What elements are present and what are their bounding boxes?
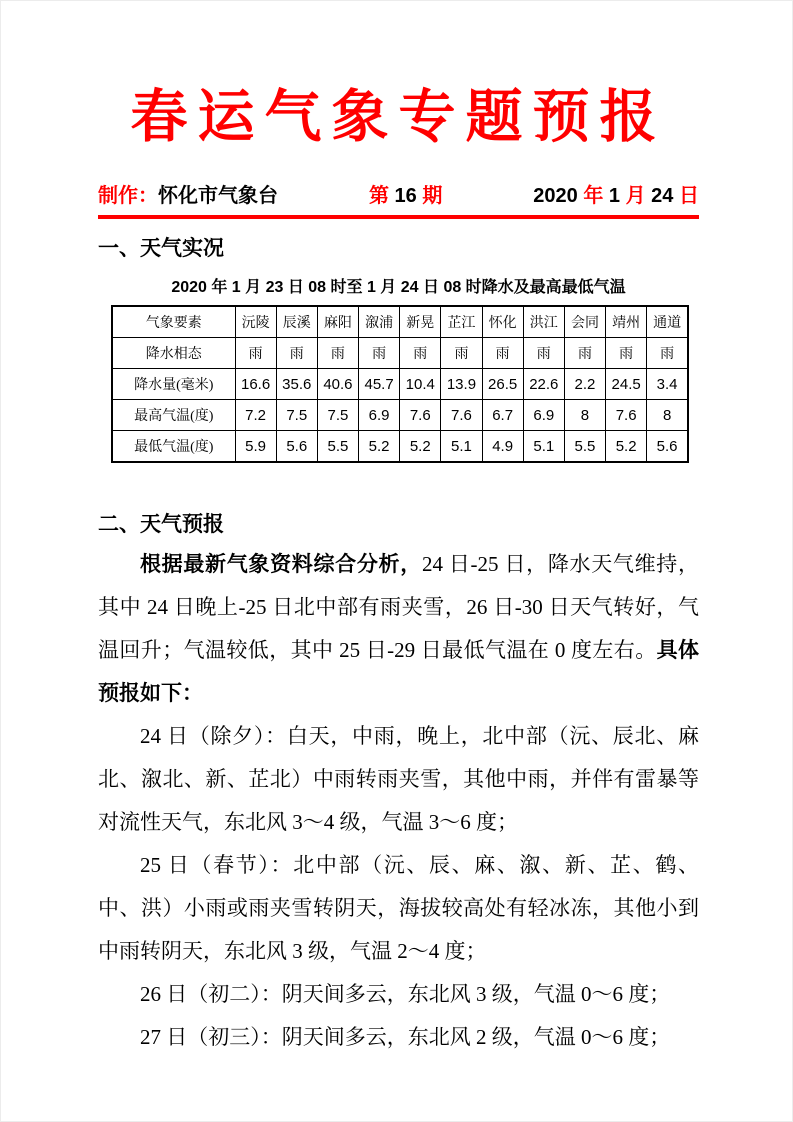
table-cell: 2.2 [564,369,605,400]
date-year-unit: 年 [577,185,609,207]
table-cell: 22.6 [523,369,564,400]
table-cell: 13.9 [441,369,482,400]
forecast-summary-tail: 具体预报如下： [98,639,699,705]
producer-name: 怀化市气象台 [158,185,278,207]
table-cell: 5.6 [276,431,317,463]
table-cell: 雨 [317,338,358,369]
table-cell: 5.1 [523,431,564,463]
table-cell: 5.5 [317,431,358,463]
table-cell: 6.9 [523,400,564,431]
col-header-city: 沅陵 [235,306,276,338]
table-cell: 7.5 [317,400,358,431]
date-month-unit: 月 [620,185,652,207]
row-label: 降水相态 [112,338,235,369]
table-cell: 雨 [564,338,605,369]
col-header-city: 会同 [564,306,605,338]
table-cell: 雨 [235,338,276,369]
table-cell: 7.6 [606,400,647,431]
table-cell: 24.5 [606,369,647,400]
table-cell: 10.4 [400,369,441,400]
table-cell: 7.5 [276,400,317,431]
table-cell: 5.6 [647,431,688,463]
table-cell: 40.6 [317,369,358,400]
col-header-city: 靖州 [606,306,647,338]
document-title: 春运气象专题预报 [130,86,667,149]
table-cell: 5.5 [564,431,605,463]
row-label: 最低气温(度) [112,431,235,463]
forecast-day-26: 26 日（初二）：阴天间多云，东北风 3 级，气温 0～6 度； [140,982,671,1006]
section2-heading: 二、天气预报 [98,513,224,536]
table-header-row [112,306,688,338]
table-cell: 7.6 [441,400,482,431]
issue-suffix: 期 [422,185,443,207]
col-header-city: 芷江 [441,306,482,338]
table-cell: 4.9 [482,431,523,463]
table-cell: 雨 [523,338,564,369]
table-row [112,400,688,431]
col-header-city: 怀化 [482,306,523,338]
date-month: 1 [608,185,621,207]
issue-number [369,179,442,208]
table-cell: 6.7 [482,400,523,431]
table-cell: 5.1 [441,431,482,463]
issue-no: 16 [388,185,423,207]
table-cell: 3.4 [647,369,688,400]
table-cell: 16.6 [235,369,276,400]
date-year: 2020 [533,185,578,207]
table-row [112,338,688,369]
col-header-city: 新晃 [400,306,441,338]
forecast-day-25: 25 日（春节）：北中部（沅、辰、麻、溆、新、芷、鹤、中、洪）小雨或雨夹雪转阴天，海拔较高处有轻冰冻，其他小到中雨转阴天，东北风 3 级，气温 2～4 度； [98,853,699,963]
issue-date [533,179,699,208]
col-header-city: 通道 [647,306,688,338]
byline [98,179,699,208]
table-cell: 5.2 [400,431,441,463]
table-cell: 8 [564,400,605,431]
date-day-unit: 日 [673,185,699,207]
table-cell: 雨 [482,338,523,369]
producer [98,179,278,208]
table-cell: 5.2 [359,431,400,463]
table-cell: 45.7 [359,369,400,400]
forecast-day-24: 24 日（除夕）：白天，中雨，晚上，北中部（沅、辰北、麻北、溆北、新、芷北）中雨转雨夹雪，其他中雨，并伴有雷暴等对流性天气，东北风 3～4 级，气温 3～6 度； [98,724,699,834]
table-row [112,369,688,400]
section1-heading: 一、天气实况 [98,237,224,260]
col-header-element: 气象要素 [112,306,235,338]
date-day: 24 [651,185,674,207]
forecast-summary-body: 24 日-25 日，降水天气维持，其中 24 日晚上-25 日北中部有雨夹雪，26 日-30 日天气转好，气温回升；气温较低，其中 25 日-29 日最低气温在 0 度左右。 [98,552,699,662]
header-divider [98,215,699,219]
table-cell: 35.6 [276,369,317,400]
col-header-city: 麻阳 [317,306,358,338]
table-cell: 雨 [359,338,400,369]
table-cell: 雨 [400,338,441,369]
row-label: 最高气温(度) [112,400,235,431]
forecast-summary-paragraph [98,543,699,715]
row-label: 降水量(毫米) [112,369,235,400]
issue-prefix: 第 [368,185,389,207]
table-row [112,431,688,463]
table-cell: 5.2 [606,431,647,463]
weather-observation-table [111,305,689,463]
col-header-city: 洪江 [523,306,564,338]
table-cell: 雨 [606,338,647,369]
producer-label: 制作： [98,185,158,207]
table-cell: 雨 [441,338,482,369]
table-cell: 7.2 [235,400,276,431]
table-cell: 雨 [276,338,317,369]
table-cell: 5.9 [235,431,276,463]
col-header-city: 辰溪 [276,306,317,338]
weather-table-title: 2020 年 1 月 23 日 08 时至 1 月 24 日 08 时降水及最高最低气温 [171,279,626,296]
forecast-day-27: 27 日（初三）：阴天间多云，东北风 2 级，气温 0～6 度； [140,1025,671,1049]
table-cell: 6.9 [359,400,400,431]
table-cell: 雨 [647,338,688,369]
table-cell: 8 [647,400,688,431]
col-header-city: 溆浦 [359,306,400,338]
table-cell: 7.6 [400,400,441,431]
forecast-summary-lead: 根据最新气象资料综合分析， [140,553,422,576]
table-cell: 26.5 [482,369,523,400]
